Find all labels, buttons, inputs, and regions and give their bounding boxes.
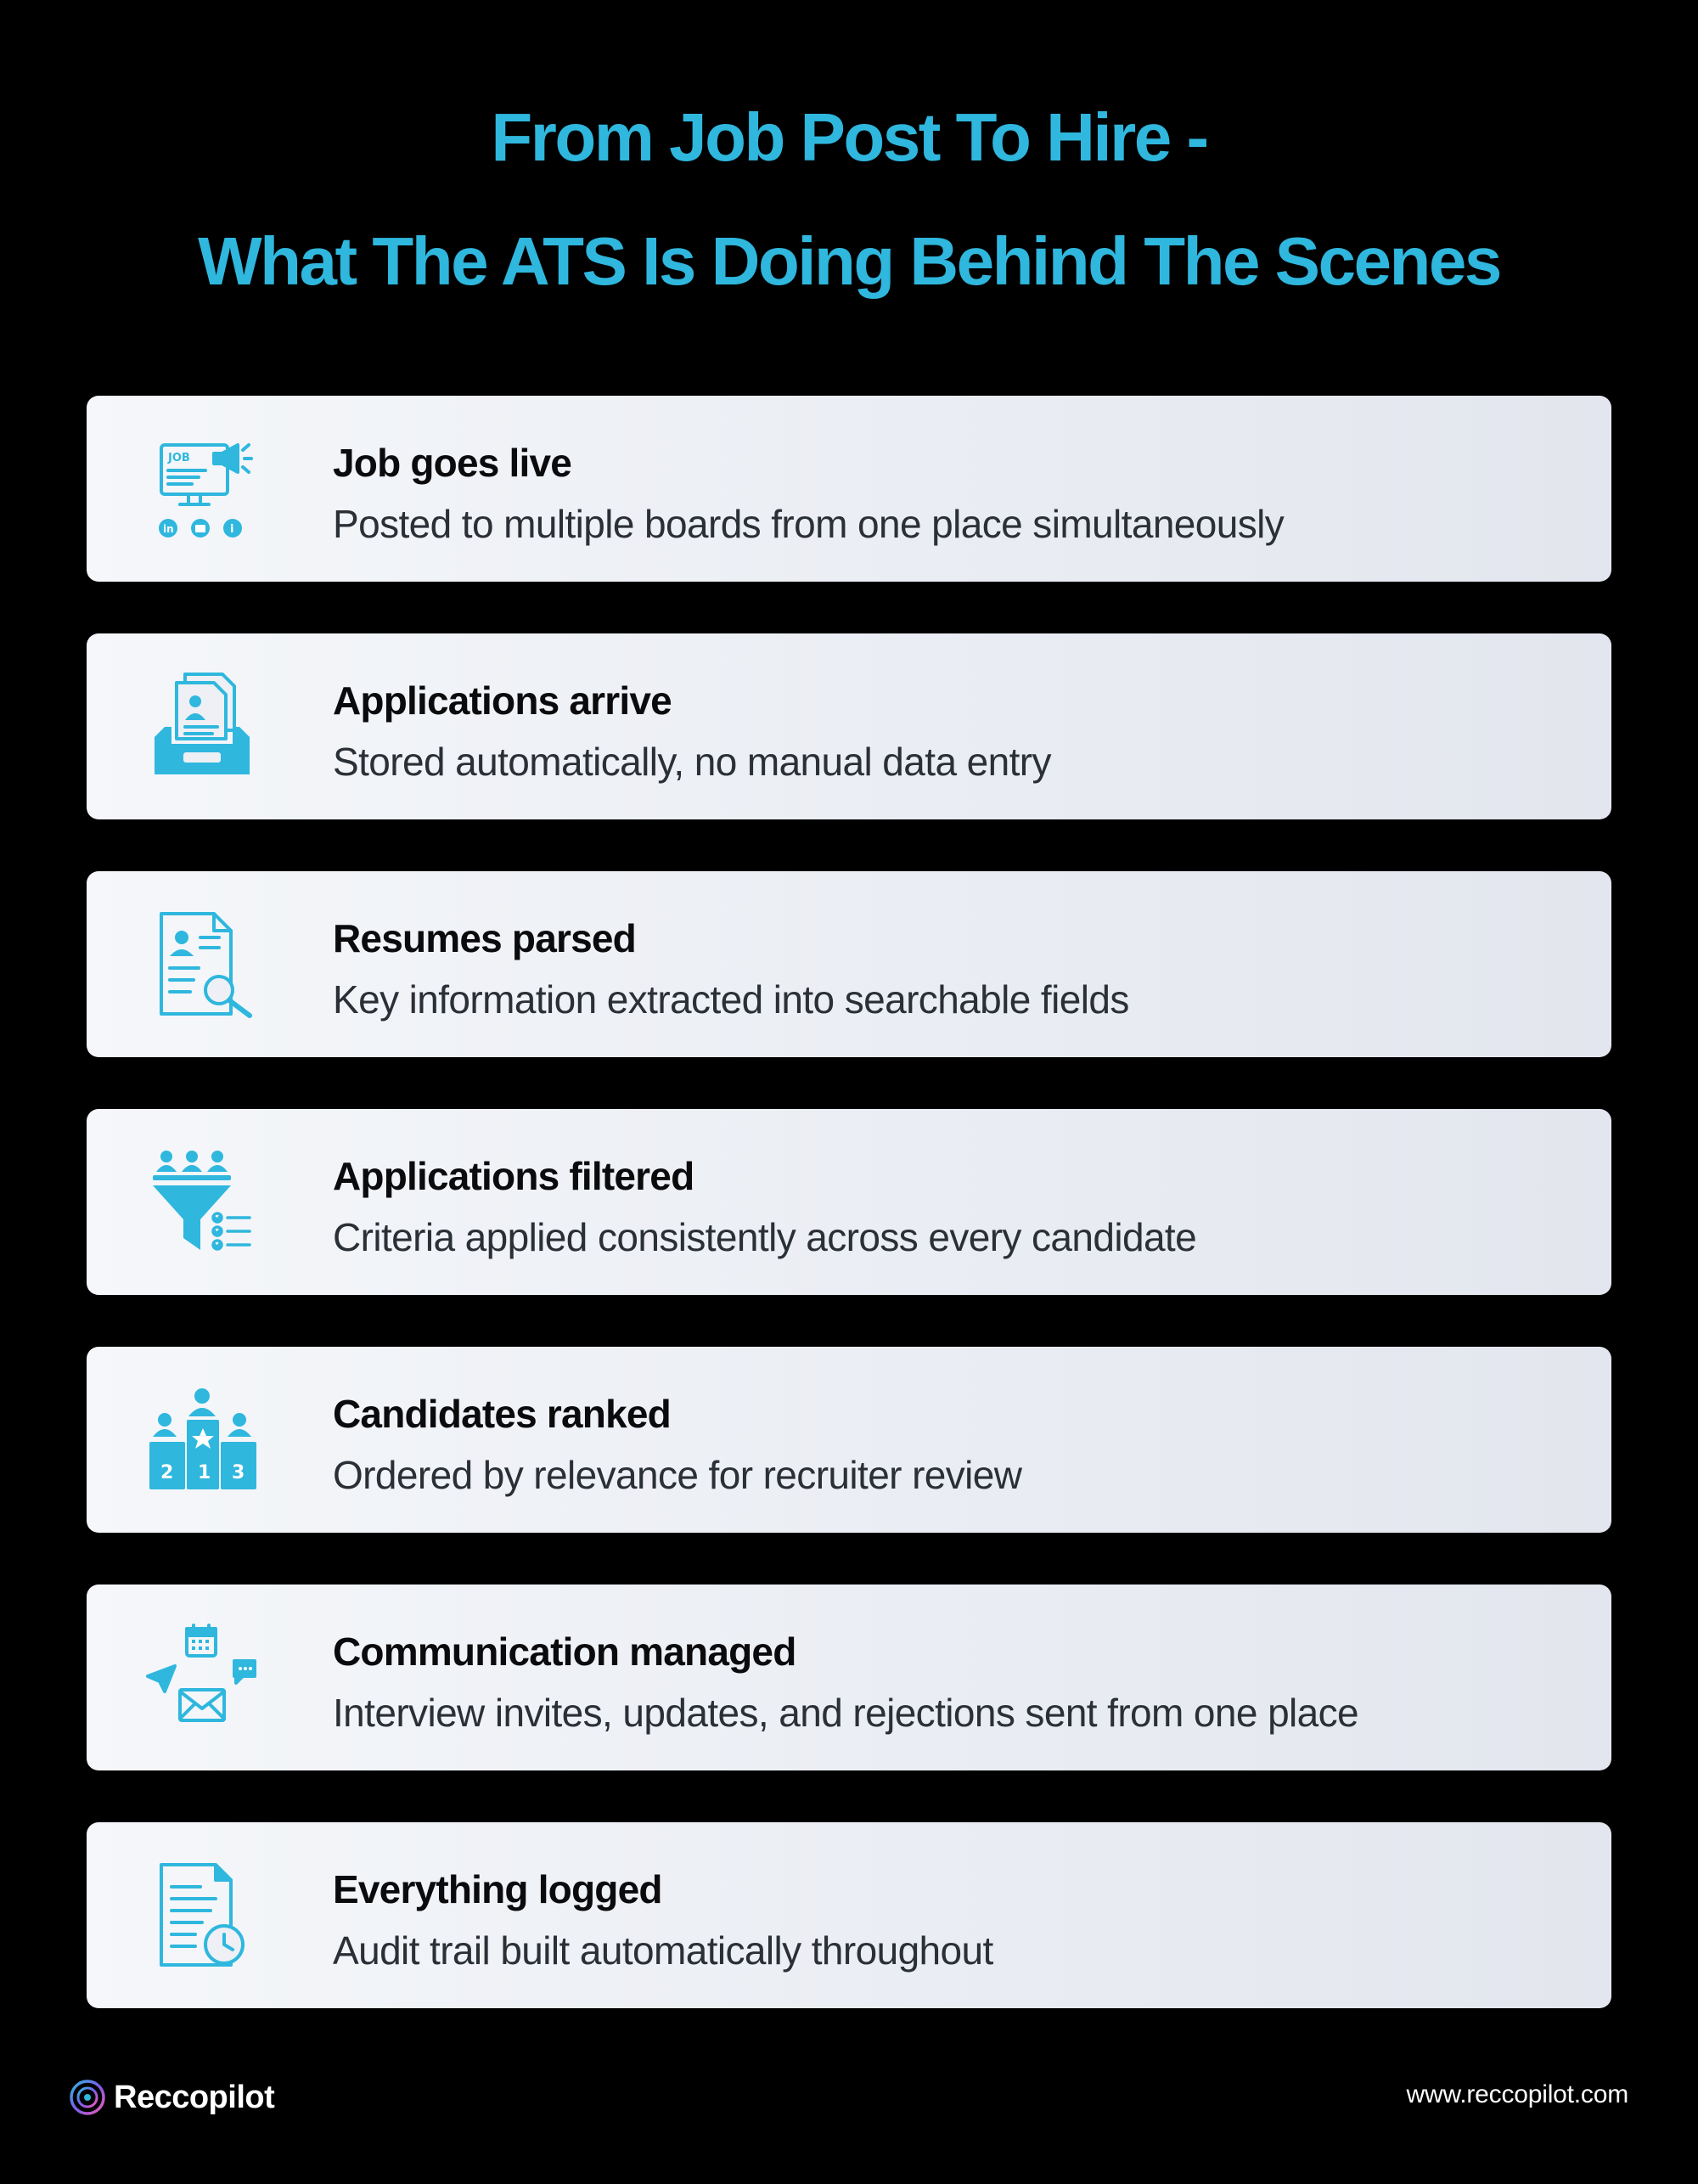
brand-name: Reccopilot	[114, 2079, 275, 2115]
svg-text:3: 3	[232, 1462, 245, 1483]
svg-text:2: 2	[160, 1462, 174, 1483]
job-post-monitor-icon	[146, 433, 258, 545]
svg-text:i: i	[230, 523, 234, 536]
step-card-everything-logged	[87, 1822, 1611, 2008]
step-card-applications-arrive	[87, 633, 1611, 819]
step-card-candidates-ranked	[87, 1347, 1611, 1533]
step-description: Interview invites, updates, and rejections sent from one place	[333, 1691, 1359, 1735]
website-url[interactable]: www.reccopilot.com	[1406, 2080, 1628, 2108]
communication-icon	[146, 1622, 258, 1734]
svg-text:1: 1	[198, 1462, 211, 1483]
step-heading: Communication managed	[333, 1630, 796, 1674]
step-description: Stored automatically, no manual data entry	[333, 740, 1051, 784]
step-heading: Job goes live	[333, 441, 572, 485]
step-description: Audit trail built automatically throughout	[333, 1928, 993, 1973]
ranking-podium-icon	[146, 1384, 258, 1496]
step-card-applications-filtered	[87, 1109, 1611, 1295]
resume-search-icon	[146, 909, 258, 1021]
step-card-job-goes-live	[87, 396, 1611, 582]
step-heading: Applications arrive	[333, 678, 672, 723]
step-description: Criteria applied consistently across every candidate	[333, 1215, 1197, 1259]
step-heading: Candidates ranked	[333, 1392, 671, 1436]
application-inbox-icon	[146, 671, 258, 783]
step-card-communication-managed	[87, 1585, 1611, 1770]
step-description: Posted to multiple boards from one place simultaneously	[333, 502, 1285, 546]
step-heading: Everything logged	[333, 1867, 662, 1911]
step-description: Key information extracted into searchable fields	[333, 977, 1129, 1022]
svg-text:JOB: JOB	[168, 452, 190, 464]
svg-text:in: in	[163, 523, 174, 535]
step-heading: Resumes parsed	[333, 916, 636, 960]
reccopilot-logo-icon	[68, 2078, 107, 2117]
step-card-resumes-parsed	[87, 871, 1611, 1057]
page-title-line-2: What The ATS Is Doing Behind The Scenes	[198, 223, 1500, 299]
step-heading: Applications filtered	[333, 1154, 694, 1198]
page-title-line-1: From Job Post To Hire -	[491, 99, 1207, 175]
footer-brand	[68, 2075, 274, 2119]
step-description: Ordered by relevance for recruiter review	[333, 1453, 1022, 1497]
audit-log-document-icon	[146, 1860, 258, 1972]
candidate-filter-funnel-icon	[146, 1146, 258, 1258]
